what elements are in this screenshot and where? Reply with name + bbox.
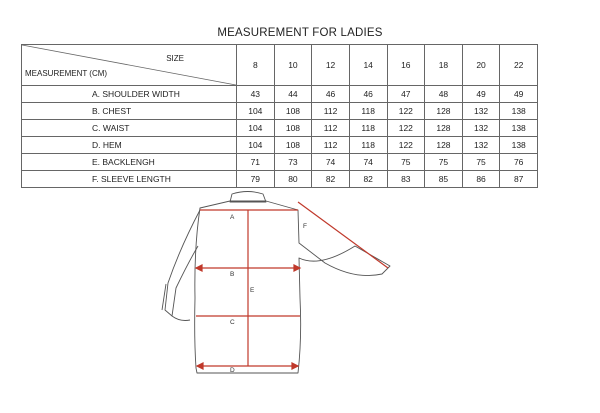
measurement-value: 132 <box>462 137 500 154</box>
size-col-header: 22 <box>500 45 538 86</box>
table-row <box>22 137 538 154</box>
measurement-value: 104 <box>237 137 275 154</box>
measurement-value: 46 <box>349 86 387 103</box>
measurement-value: 108 <box>274 103 312 120</box>
measurement-value: 86 <box>462 171 500 188</box>
table-body <box>22 86 538 188</box>
shirt-diagram <box>150 188 410 410</box>
size-col-header: 18 <box>425 45 463 86</box>
measurement-value: 44 <box>274 86 312 103</box>
diagram-labels <box>230 214 307 374</box>
measurement-value: 132 <box>462 120 500 137</box>
measurement-label: B. CHEST <box>22 103 237 120</box>
size-col-header: 8 <box>237 45 275 86</box>
size-col-header: 16 <box>387 45 425 86</box>
measurement-value: 112 <box>312 103 350 120</box>
measurement-value: 83 <box>387 171 425 188</box>
arrow-b-left <box>196 265 202 271</box>
table-row <box>22 154 538 171</box>
measurement-label: E. BACKLENGH <box>22 154 237 171</box>
arrow-d-right <box>292 363 298 369</box>
measurement-value: 47 <box>387 86 425 103</box>
measurement-value: 132 <box>462 103 500 120</box>
measurement-value: 43 <box>237 86 275 103</box>
measurement-value: 112 <box>312 137 350 154</box>
header-corner-cell <box>22 45 237 86</box>
size-chart-table <box>21 44 538 188</box>
measurement-header: MEASUREMENT (CM) <box>25 69 108 78</box>
measurement-value: 138 <box>500 137 538 154</box>
measurement-value: 108 <box>274 137 312 154</box>
measurement-value: 82 <box>312 171 350 188</box>
measure-lines <box>196 202 388 369</box>
size-col-header: 12 <box>312 45 350 86</box>
page-title: MEASUREMENT FOR LADIES <box>217 27 383 39</box>
measurement-value: 128 <box>425 103 463 120</box>
label-e: E <box>250 287 255 294</box>
measurement-value: 112 <box>312 120 350 137</box>
measurement-value: 82 <box>349 171 387 188</box>
measurement-value: 79 <box>237 171 275 188</box>
measurement-value: 122 <box>387 137 425 154</box>
measurement-value: 74 <box>349 154 387 171</box>
measurement-label: F. SLEEVE LENGTH <box>22 171 237 188</box>
label-d: D <box>230 367 235 374</box>
measurement-value: 128 <box>425 137 463 154</box>
label-a: A <box>230 214 235 221</box>
measurement-value: 46 <box>312 86 350 103</box>
table-row <box>22 171 538 188</box>
table-header-row <box>22 45 538 86</box>
measurement-label: D. HEM <box>22 137 237 154</box>
size-header: SIZE <box>166 54 184 63</box>
measurement-label: C. WAIST <box>22 120 237 137</box>
measurement-value: 104 <box>237 103 275 120</box>
collar <box>230 192 266 203</box>
measurement-value: 73 <box>274 154 312 171</box>
table-row <box>22 103 538 120</box>
measurement-value: 85 <box>425 171 463 188</box>
measurement-value: 71 <box>237 154 275 171</box>
measurement-value: 138 <box>500 120 538 137</box>
size-col-header: 20 <box>462 45 500 86</box>
line-f <box>298 202 388 268</box>
measurement-value: 118 <box>349 120 387 137</box>
measurement-value: 128 <box>425 120 463 137</box>
arrow-d-left <box>197 363 203 369</box>
table-row <box>22 120 538 137</box>
measurement-label: A. SHOULDER WIDTH <box>22 86 237 103</box>
hand <box>172 316 190 321</box>
label-b: B <box>230 271 235 278</box>
size-col-header: 10 <box>274 45 312 86</box>
measurement-value: 108 <box>274 120 312 137</box>
label-c: C <box>230 319 235 326</box>
measurement-value: 118 <box>349 103 387 120</box>
measurement-value: 75 <box>425 154 463 171</box>
measurement-value: 80 <box>274 171 312 188</box>
measurement-value: 138 <box>500 103 538 120</box>
measurement-value: 76 <box>500 154 538 171</box>
measurement-value: 48 <box>425 86 463 103</box>
body-outline <box>195 201 390 373</box>
measurement-value: 49 <box>462 86 500 103</box>
table-row <box>22 86 538 103</box>
measurement-value: 87 <box>500 171 538 188</box>
measurement-value: 75 <box>387 154 425 171</box>
measurement-value: 75 <box>462 154 500 171</box>
label-f: F <box>303 223 307 230</box>
diagonal-divider <box>22 45 236 85</box>
measurement-value: 118 <box>349 137 387 154</box>
measurement-value: 104 <box>237 120 275 137</box>
measurement-value: 122 <box>387 103 425 120</box>
measurement-value: 122 <box>387 120 425 137</box>
measurement-value: 74 <box>312 154 350 171</box>
size-col-header: 14 <box>349 45 387 86</box>
shirt-outline <box>162 192 390 374</box>
measurement-value: 49 <box>500 86 538 103</box>
